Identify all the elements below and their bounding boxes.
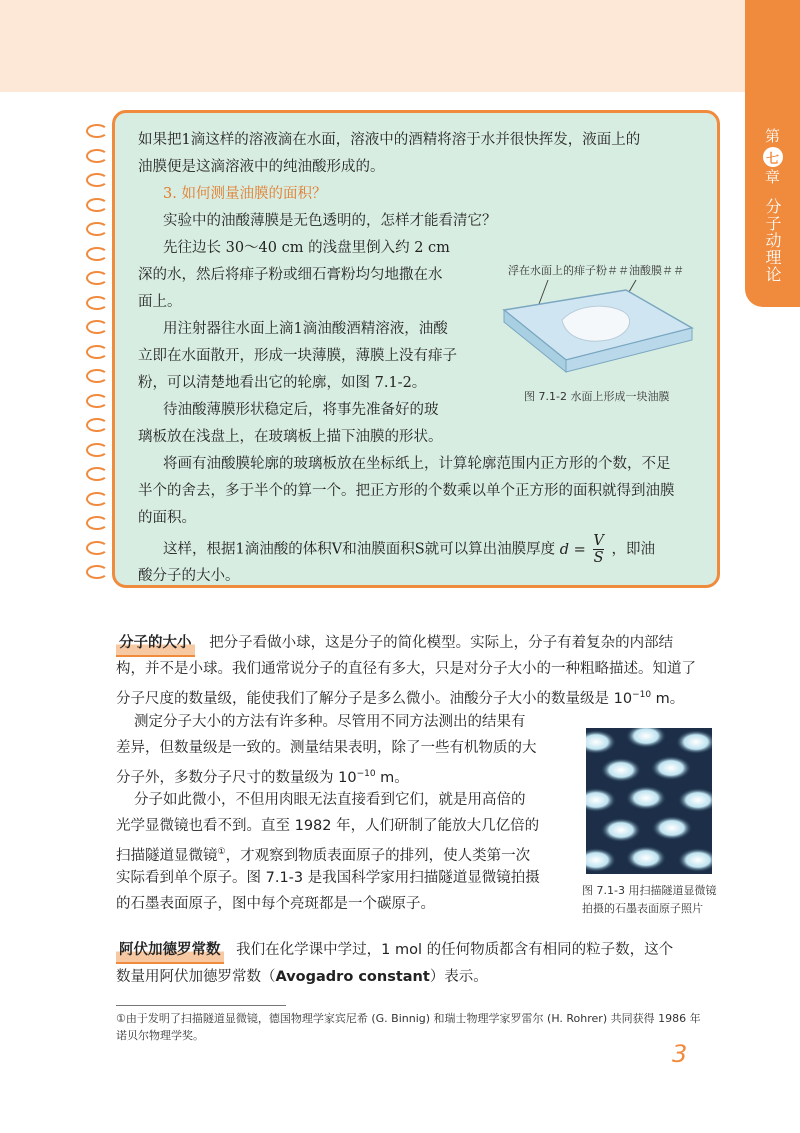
header-accent — [745, 0, 800, 92]
ring-binding-icon — [86, 369, 108, 383]
graphite-stm-photo — [586, 728, 712, 874]
body-text: 我们在化学课中学过，1 mol 的任何物质都含有相同的粒子数，这个 — [236, 942, 674, 958]
ring-binding-icon — [86, 345, 108, 359]
ring-binding-icon — [86, 222, 108, 236]
paragraph-line: 差异，但数量级是一致的。测量结果表明，除了一些有机物质的大 — [116, 740, 537, 756]
ring-binding-icon — [86, 296, 108, 310]
chapter-number: 七 — [763, 147, 783, 167]
ring-binding-icon — [86, 541, 108, 555]
box-line: 实验中的油酸薄膜是无色透明的，怎样才能看清它？ — [163, 213, 497, 229]
paragraph-line: 实际看到单个原子。图 7.1-3 是我国科学家用扫描隧道显微镜拍摄 — [116, 870, 540, 886]
box-line: ，即油 — [611, 541, 655, 558]
body-text: 扫描隧道显微镜 — [116, 847, 218, 864]
footnote-marker: ① — [217, 847, 226, 857]
ring-binding-icon — [86, 467, 108, 481]
ring-binding-icon — [86, 320, 108, 334]
fraction — [593, 533, 603, 566]
box-line: 面上。 — [138, 294, 182, 310]
body-text: 分子尺度的数量级，能使我们了解分子是多么微小。油酸分子大小的数量级是 10 — [116, 690, 633, 707]
oil-film-tray-figure — [496, 250, 701, 410]
ring-binding-icon — [86, 394, 108, 408]
ring-binding-icon — [86, 124, 108, 138]
formula-lhs: d = — [559, 541, 586, 558]
box-line: 油膜便是这滴溶液中的纯油酸形成的。 — [138, 159, 385, 175]
page-number: 3 — [672, 1040, 688, 1068]
box-line: 酸分子的大小。 — [138, 568, 240, 584]
body-text: m。 — [655, 690, 685, 707]
ring-binding-icon — [86, 565, 108, 579]
ring-binding-icon — [86, 198, 108, 212]
exponent: −10 — [632, 690, 652, 700]
paragraph-line: 的石墨表面原子，图中每个亮斑都是一个碳原子。 — [116, 896, 435, 912]
fraction-denominator: S — [593, 550, 604, 566]
paragraph-line: 分子如此微小，不但用肉眼无法直接看到它们，就是用高倍的 — [134, 792, 526, 808]
ring-binding-icon — [86, 443, 108, 457]
body-text: ，才观察到物质表面原子的排列，使人类第一次 — [225, 847, 531, 864]
paragraph-line — [116, 939, 673, 964]
ring-binding-icon — [86, 492, 108, 506]
keyword-molecule-size: 分子的大小 — [116, 632, 195, 657]
chapter-prefix: 第 — [764, 127, 780, 145]
paragraph-line — [116, 763, 409, 790]
body-text: m。 — [380, 769, 409, 786]
notebook-rings — [86, 120, 116, 590]
header-band — [0, 0, 745, 92]
exponent: −10 — [356, 769, 376, 779]
ring-binding-icon — [86, 149, 108, 163]
box-line: 这样，根据1滴油酸的体积V和油膜面积S就可以算出油膜厚度 — [163, 541, 556, 558]
box-line: 半个的舍去，多于半个的算一个。把正方形的个数乘以单个正方形的面积就得到油膜 — [138, 483, 675, 499]
paragraph-line — [116, 841, 530, 868]
box-line: 的面积。 — [138, 510, 196, 526]
ring-binding-icon — [86, 247, 108, 261]
paragraph-line: 测定分子大小的方法有许多种。尽管用不同方法测出的结果有 — [134, 714, 526, 730]
paragraph-line: 构，并不是小球。我们通常说分子的直径有多大，只是对分子大小的一种粗略描述。知道了 — [116, 661, 696, 677]
ring-binding-icon — [86, 516, 108, 530]
box-line: 深的水，然后将痱子粉或细石膏粉均匀地撒在水 — [138, 267, 443, 283]
ring-binding-icon — [86, 271, 108, 285]
box-formula-line — [163, 533, 655, 566]
box-line: 待油酸薄膜形状稳定后，将事先准备好的玻 — [163, 402, 439, 418]
formula — [559, 533, 612, 566]
box-line: 如果把1滴这样的溶液滴在水面，溶液中的酒精将溶于水并很快挥发，液面上的 — [138, 132, 641, 148]
body-text: 数量用阿伏加德罗常数（ — [116, 969, 276, 985]
paragraph-line — [116, 632, 673, 657]
footnote-line: ①由于发明了扫描隧道显微镜，德国物理学家宾尼希 (G. Binnig) 和瑞士物理学家罗雷尔 (H. Rohrer) 共同获得 1986 年 — [116, 1012, 701, 1025]
paragraph-line — [116, 966, 488, 989]
body-text: ）表示。 — [429, 969, 488, 985]
chapter-suffix: 章 — [764, 168, 780, 186]
chapter-tab — [745, 92, 800, 307]
body-text: 分子外，多数分子尺寸的数量级为 10 — [116, 769, 357, 786]
figure-label: 浮在水面上的痱子粉＃＃油酸膜＃＃ — [508, 264, 684, 277]
keyword-avogadro: 阿伏加德罗常数 — [116, 939, 224, 964]
chapter-title: 分子动理论 — [763, 198, 782, 283]
subheading: 3. 如何测量油膜的面积？ — [163, 186, 327, 202]
ring-binding-icon — [86, 418, 108, 432]
box-line: 先往边长 30～40 cm 的浅盘里倒入约 2 cm — [163, 240, 450, 256]
box-line: 将画有油酸膜轮廓的玻璃板放在坐标纸上，计算轮廓范围内正方形的个数，不足 — [163, 456, 671, 472]
box-line: 用注射器往水面上滴1滴油酸酒精溶液，油酸 — [163, 321, 448, 337]
box-line: 立即在水面散开，形成一块薄膜，薄膜上没有痱子 — [138, 348, 457, 364]
footnote-line: 诺贝尔物理学奖。 — [116, 1029, 204, 1042]
fraction-numerator: V — [593, 533, 604, 549]
ring-binding-icon — [86, 173, 108, 187]
box-line: 璃板放在浅盘上，在玻璃板上描下油膜的形状。 — [138, 429, 443, 445]
paragraph-line: 光学显微镜也看不到。直至 1982 年，人们研制了能放大几亿倍的 — [116, 818, 540, 834]
term-english: Avogadro constant — [275, 969, 430, 985]
paragraph-line — [116, 684, 684, 711]
photo-caption-line: 图 7.1-3 用扫描隧道显微镜 — [582, 884, 717, 897]
figure-caption: 图 7.1-2 水面上形成一块油膜 — [524, 390, 670, 403]
photo-caption-line: 拍摄的石墨表面原子照片 — [582, 902, 703, 915]
body-text: 把分子看做小球，这是分子的简化模型。实际上，分子有着复杂的内部结 — [209, 635, 674, 651]
footnote-divider — [116, 1005, 286, 1006]
box-line: 粉，可以清楚地看出它的轮廓，如图 7.1-2。 — [138, 375, 427, 391]
